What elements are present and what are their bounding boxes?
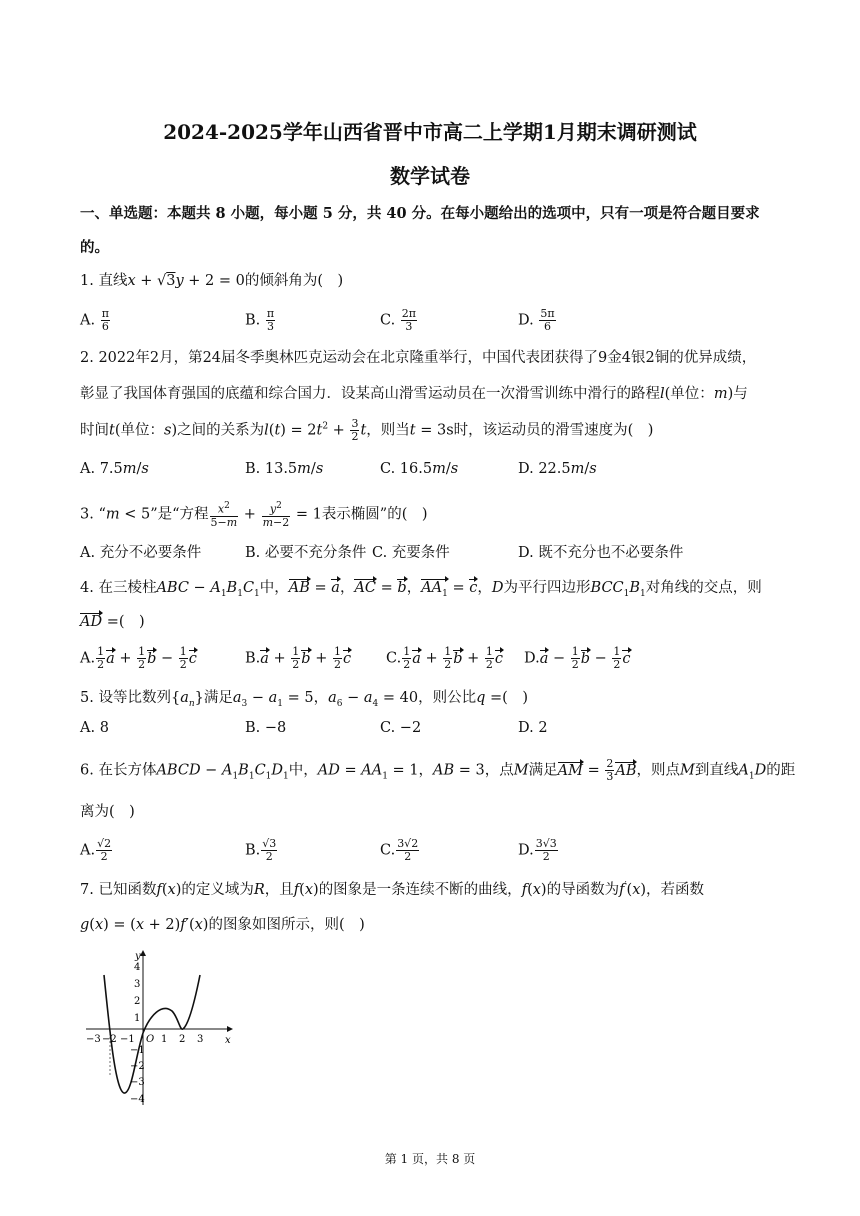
x-tick-label: −1 — [120, 1034, 135, 1045]
question-7-line1: 7. 已知函数f(x)的定义域为R，且f(x)的图象是一条连续不断的曲线，f(x)的导函数为f′(x)，若函数 — [80, 881, 705, 898]
section-heading-line1: 一、单选题：本题共 8 小题，每小题 5 分，共 40 分。在每小题给出的选项中，只有一项是符合题目要求 — [80, 205, 760, 222]
question-2-line1: 2. 2022年2月，第24届冬季奥林匹克运动会在北京隆重举行，中国代表团获得了9金4银2铜的优异成绩， — [80, 350, 757, 366]
function-graph — [80, 945, 240, 1110]
x-tick-label: −3 — [86, 1034, 101, 1045]
y-tick-label: 2 — [134, 996, 141, 1007]
question-2-line3: 时间t(单位：s)之间的关系为$l(t) = 2t^2$ + $\frac{3}{2}$ t，则当t = 3s时，该运动员的滑雪速度为( ) — [80, 417, 654, 443]
question-2-option-c: C. 16.5m/s — [380, 461, 459, 477]
question-6-option-c: C. $\frac{3√2}{2}$ — [380, 837, 419, 863]
question-1-stem: 1. 直线x + √3y + 2 = 0的倾斜角为( ) — [80, 273, 344, 289]
question-2-line2: 彰显了我国体育强国的底蕴和综合国力．设某高山滑雪运动员在一次滑雪训练中滑行的路程l(单位：m)与 — [80, 386, 748, 402]
question-7-line2: g(x) = (x + 2)f′(x)的图象如图所示，则( ) — [80, 917, 365, 933]
section-heading-line2: 的。 — [80, 239, 109, 256]
question-5-option-a: A. 8 — [80, 720, 109, 736]
question-5-option-c: C. −2 — [380, 720, 422, 736]
question-5-stem: 5. 设等比数列$\{a_n\}$满足$a_3 - a_1 = 5$，$a_6 - a_4 = 40$，则公比q =( ) — [80, 690, 528, 709]
question-4-line1: 4. 在三棱柱ABC − $A_1B_1C_1$中，AB = a，AC = b，$AA_1 = c$，D为平行四边形$BCC_1B_1$对角线的交点，则 — [80, 580, 762, 599]
question-4-line2: AD =( ) — [80, 614, 145, 630]
question-1-option-b: B. $\frac{\pi}{3}$ — [245, 307, 275, 333]
question-4-option-d: D.a − $\frac{1}{2}$ b − $\frac{1}{2}$ c — [524, 645, 631, 671]
x-tick-label: 3 — [197, 1034, 204, 1045]
y-tick-label: −3 — [130, 1077, 145, 1088]
x-tick-label: 1 — [161, 1034, 168, 1045]
question-6-option-a: A. $\frac{√2}{2}$ — [80, 837, 112, 863]
question-2-option-d: D. 22.5m/s — [518, 461, 597, 477]
x-axis-label: x — [225, 1035, 231, 1046]
question-1-option-a: A. $\frac{\pi}{6}$ — [80, 307, 109, 333]
question-5-option-d: D. 2 — [518, 720, 548, 736]
question-6-option-d: D. $\frac{3√3}{2}$ — [518, 837, 557, 863]
x-tick-label: −2 — [102, 1034, 117, 1045]
question-4-option-c: C. $\frac{1}{2}$ a + $\frac{1}{2}$ b + $\frac{1}{2}$ c — [386, 645, 504, 671]
y-tick-label: 1 — [134, 1013, 141, 1024]
y-tick-label: −2 — [130, 1061, 145, 1072]
question-5-option-b: B. −8 — [245, 720, 287, 736]
question-1-option-d: D. $\frac{5\pi}{6}$ — [518, 307, 555, 333]
question-4-option-b: B.a + $\frac{1}{2}$ b + $\frac{1}{2}$ c — [245, 645, 352, 671]
question-4-option-a: A. $\frac{1}{2}$ a + $\frac{1}{2}$ b − $\frac{1}{2}$ c — [80, 645, 197, 671]
y-axis-label: y — [135, 951, 141, 962]
question-3-option-c: C. 充要条件 — [372, 545, 450, 561]
page-title: 2024-2025学年山西省晋中市高二上学期1月期末调研测试 — [163, 120, 697, 144]
question-3-option-d: D. 既不充分也不必要条件 — [518, 545, 684, 561]
y-tick-label: 4 — [134, 962, 141, 973]
origin-label: O — [146, 1034, 155, 1045]
question-2-option-b: B. 13.5m/s — [245, 461, 324, 477]
page-footer: 第 1 页，共 8 页 — [384, 1152, 476, 1166]
question-6-option-b: B. $\frac{√3}{2}$ — [245, 837, 277, 863]
question-2-option-a: A. 7.5m/s — [80, 461, 149, 477]
question-3-option-a: A. 充分不必要条件 — [80, 545, 202, 561]
y-tick-label: −4 — [130, 1094, 145, 1105]
y-tick-label: −1 — [130, 1045, 145, 1056]
question-6-line1: 6. 在长方体ABCD − $A_1B_1C_1D_1$中，AD = $AA_1 = 1$，AB = 3，点M满足AM = $\frac{2}{3}$ AB，则点M到直线$A_1D$的距 — [80, 757, 796, 783]
x-tick-label: 2 — [179, 1034, 186, 1045]
question-6-line2: 离为( ) — [80, 804, 135, 820]
y-tick-label: 3 — [134, 979, 141, 990]
question-3-option-b: B. 必要不充分条件 — [245, 545, 367, 561]
question-3-stem: 3. “m < 5”是“方程 $\frac{x^2}{5-m}$ + $\frac{y^2}{m-2}$ = 1表示椭圆”的( ) — [80, 501, 428, 529]
page-subtitle: 数学试卷 — [390, 164, 470, 188]
question-1-option-c: C. $\frac{2\pi}{3}$ — [380, 307, 417, 333]
